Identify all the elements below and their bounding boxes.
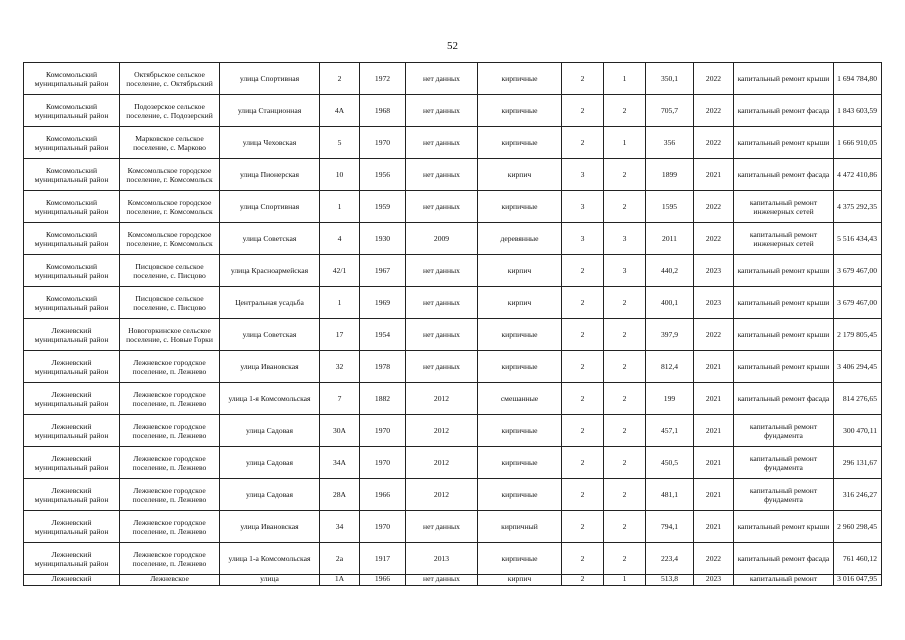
cell-house-number: 10 [320, 159, 360, 191]
cell-street: улица Садовая [220, 447, 320, 479]
cell-entrances: 2 [604, 159, 646, 191]
cell-area: 513,8 [646, 575, 694, 586]
cell-reconstruction-year: нет данных [406, 159, 478, 191]
cell-wall-material: кирпич [478, 159, 562, 191]
cell-settlement: Комсомольское городское поселение, г. Комсомольск [120, 159, 220, 191]
cell-street: улица Садовая [220, 479, 320, 511]
cell-floors: 3 [562, 159, 604, 191]
cell-settlement: Новогоркинское сельское поселение, с. Новые Горки [120, 319, 220, 351]
cell-reconstruction-year: нет данных [406, 511, 478, 543]
cell-street: улица Садовая [220, 415, 320, 447]
cell-reconstruction-year: 2012 [406, 383, 478, 415]
cell-area: 794,1 [646, 511, 694, 543]
cell-house-number: 30А [320, 415, 360, 447]
cell-wall-material: кирпичные [478, 447, 562, 479]
cell-floors: 2 [562, 287, 604, 319]
cell-settlement: Комсомольское городское поселение, г. Комсомольск [120, 191, 220, 223]
cell-street: улица 1-я Комсомольская [220, 383, 320, 415]
cell-entrances: 2 [604, 287, 646, 319]
cell-district: Лежневский муниципальный район [24, 351, 120, 383]
cell-district: Лежневский муниципальный район [24, 511, 120, 543]
cell-district: Комсомольский муниципальный район [24, 63, 120, 95]
cell-district: Лежневский муниципальный район [24, 479, 120, 511]
cell-area: 1595 [646, 191, 694, 223]
cell-house-number: 1 [320, 287, 360, 319]
cell-street: улица Ивановская [220, 351, 320, 383]
table-row [24, 447, 882, 479]
cell-area: 2011 [646, 223, 694, 255]
cell-repair-year: 2021 [694, 511, 734, 543]
cell-floors: 2 [562, 415, 604, 447]
cell-repair-year: 2022 [694, 191, 734, 223]
cell-wall-material: кирпичные [478, 95, 562, 127]
cell-repair-year: 2021 [694, 415, 734, 447]
cell-repair-year: 2022 [694, 95, 734, 127]
cell-repair-year: 2021 [694, 383, 734, 415]
table-row [24, 287, 882, 319]
cell-settlement: Лежневское городское поселение, п. Лежнево [120, 415, 220, 447]
cell-build-year: 1969 [360, 287, 406, 319]
cell-wall-material: кирпичный [478, 511, 562, 543]
cell-entrances: 2 [604, 479, 646, 511]
cell-repair-type: капитальный ремонт инженерных сетей [734, 223, 834, 255]
cell-area: 397,9 [646, 319, 694, 351]
cell-wall-material: смешанные [478, 383, 562, 415]
cell-wall-material: кирпичные [478, 415, 562, 447]
cell-build-year: 1966 [360, 479, 406, 511]
cell-house-number: 7 [320, 383, 360, 415]
cell-cost: 4 375 292,35 [834, 191, 882, 223]
cell-house-number: 28А [320, 479, 360, 511]
cell-build-year: 1978 [360, 351, 406, 383]
cell-wall-material: кирпич [478, 575, 562, 586]
cell-district: Комсомольский муниципальный район [24, 223, 120, 255]
cell-house-number: 5 [320, 127, 360, 159]
page-number: 52 [447, 40, 458, 52]
cell-cost: 5 516 434,43 [834, 223, 882, 255]
cell-area: 1899 [646, 159, 694, 191]
cell-area: 356 [646, 127, 694, 159]
cell-reconstruction-year: нет данных [406, 63, 478, 95]
cell-street: улица Спортивная [220, 191, 320, 223]
cell-repair-year: 2021 [694, 159, 734, 191]
cell-build-year: 1970 [360, 415, 406, 447]
cell-build-year: 1959 [360, 191, 406, 223]
cell-repair-type: капитальный ремонт фундамента [734, 479, 834, 511]
cell-repair-year: 2021 [694, 479, 734, 511]
cell-settlement: Писцовское сельское поселение, с. Писцово [120, 287, 220, 319]
cell-area: 440,2 [646, 255, 694, 287]
cell-entrances: 2 [604, 351, 646, 383]
cell-wall-material: кирпичные [478, 127, 562, 159]
housing-repair-table [23, 62, 882, 586]
cell-floors: 3 [562, 191, 604, 223]
cell-wall-material: кирпичные [478, 319, 562, 351]
cell-settlement: Подозерское сельское поселение, с. Подозерский [120, 95, 220, 127]
cell-house-number: 32 [320, 351, 360, 383]
cell-district: Комсомольский муниципальный район [24, 95, 120, 127]
cell-repair-year: 2022 [694, 127, 734, 159]
cell-house-number: 4А [320, 95, 360, 127]
cell-settlement: Комсомольское городское поселение, г. Комсомольск [120, 223, 220, 255]
cell-repair-type: капитальный ремонт крыши [734, 127, 834, 159]
cell-street: улица Спортивная [220, 63, 320, 95]
cell-reconstruction-year: 2012 [406, 415, 478, 447]
cell-area: 350,1 [646, 63, 694, 95]
cell-cost: 3 016 047,95 [834, 575, 882, 586]
cell-build-year: 1970 [360, 511, 406, 543]
cell-entrances: 2 [604, 447, 646, 479]
cell-entrances: 2 [604, 319, 646, 351]
cell-repair-year: 2022 [694, 223, 734, 255]
cell-wall-material: деревянные [478, 223, 562, 255]
cell-repair-year: 2021 [694, 351, 734, 383]
cell-house-number: 34А [320, 447, 360, 479]
cell-entrances: 1 [604, 575, 646, 586]
cell-repair-type: капитальный ремонт фасада [734, 95, 834, 127]
table-row [24, 511, 882, 543]
cell-district: Комсомольский муниципальный район [24, 127, 120, 159]
cell-district: Лежневский [24, 575, 120, 586]
cell-district: Лежневский муниципальный район [24, 543, 120, 575]
cell-district: Комсомольский муниципальный район [24, 159, 120, 191]
cell-street: улица Советская [220, 319, 320, 351]
cell-build-year: 1954 [360, 319, 406, 351]
cell-area: 199 [646, 383, 694, 415]
cell-repair-year: 2021 [694, 447, 734, 479]
cell-settlement: Октябрьское сельское поселение, с. Октябрьский [120, 63, 220, 95]
cell-settlement: Марковское сельское поселение, с. Марково [120, 127, 220, 159]
table-row [24, 255, 882, 287]
cell-floors: 2 [562, 63, 604, 95]
cell-repair-year: 2023 [694, 255, 734, 287]
cell-cost: 316 246,27 [834, 479, 882, 511]
cell-wall-material: кирпичные [478, 543, 562, 575]
cell-cost: 300 470,11 [834, 415, 882, 447]
cell-settlement: Лежневское городское поселение, п. Лежнево [120, 511, 220, 543]
cell-repair-year: 2023 [694, 575, 734, 586]
cell-reconstruction-year: нет данных [406, 319, 478, 351]
cell-area: 481,1 [646, 479, 694, 511]
table-row [24, 319, 882, 351]
cell-settlement: Лежневское городское поселение, п. Лежнево [120, 543, 220, 575]
table-row [24, 191, 882, 223]
cell-reconstruction-year: нет данных [406, 95, 478, 127]
cell-wall-material: кирпичные [478, 479, 562, 511]
cell-reconstruction-year: нет данных [406, 127, 478, 159]
cell-house-number: 2а [320, 543, 360, 575]
cell-entrances: 2 [604, 415, 646, 447]
cell-floors: 2 [562, 319, 604, 351]
cell-street: улица [220, 575, 320, 586]
cell-reconstruction-year: 2012 [406, 447, 478, 479]
cell-cost: 761 460,12 [834, 543, 882, 575]
cell-build-year: 1967 [360, 255, 406, 287]
cell-street: улица Станционная [220, 95, 320, 127]
cell-repair-year: 2022 [694, 319, 734, 351]
cell-street: улица Пионерская [220, 159, 320, 191]
cell-floors: 2 [562, 95, 604, 127]
cell-street: улица Ивановская [220, 511, 320, 543]
table-row [24, 543, 882, 575]
table-row [24, 383, 882, 415]
cell-area: 705,7 [646, 95, 694, 127]
cell-floors: 2 [562, 511, 604, 543]
cell-house-number: 42/1 [320, 255, 360, 287]
cell-house-number: 1 [320, 191, 360, 223]
cell-floors: 2 [562, 479, 604, 511]
cell-house-number: 4 [320, 223, 360, 255]
cell-reconstruction-year: 2013 [406, 543, 478, 575]
cell-street: улица Красноармейская [220, 255, 320, 287]
cell-floors: 2 [562, 447, 604, 479]
table-row [24, 223, 882, 255]
cell-repair-year: 2022 [694, 63, 734, 95]
cell-floors: 3 [562, 223, 604, 255]
cell-repair-type: капитальный ремонт фасада [734, 383, 834, 415]
cell-street: улица 1-а Комсомольская [220, 543, 320, 575]
cell-build-year: 1882 [360, 383, 406, 415]
cell-cost: 3 406 294,45 [834, 351, 882, 383]
cell-floors: 2 [562, 255, 604, 287]
cell-settlement: Лежневское городское поселение, п. Лежнево [120, 447, 220, 479]
cell-cost: 1 694 784,80 [834, 63, 882, 95]
cell-street: улица Советская [220, 223, 320, 255]
cell-build-year: 1930 [360, 223, 406, 255]
cell-entrances: 3 [604, 223, 646, 255]
cell-reconstruction-year: нет данных [406, 575, 478, 586]
cell-entrances: 2 [604, 383, 646, 415]
cell-wall-material: кирпич [478, 287, 562, 319]
cell-settlement: Лежневское городское поселение, п. Лежнево [120, 479, 220, 511]
cell-reconstruction-year: 2009 [406, 223, 478, 255]
cell-area: 450,5 [646, 447, 694, 479]
cell-settlement: Лежневское [120, 575, 220, 586]
cell-build-year: 1956 [360, 159, 406, 191]
cell-house-number: 17 [320, 319, 360, 351]
cell-floors: 2 [562, 351, 604, 383]
cell-wall-material: кирпич [478, 255, 562, 287]
cell-repair-type: капитальный ремонт крыши [734, 351, 834, 383]
table-row [24, 159, 882, 191]
cell-reconstruction-year: 2012 [406, 479, 478, 511]
table-row [24, 351, 882, 383]
table-row [24, 63, 882, 95]
cell-cost: 1 843 603,59 [834, 95, 882, 127]
cell-repair-year: 2023 [694, 287, 734, 319]
cell-cost: 1 666 910,05 [834, 127, 882, 159]
cell-repair-type: капитальный ремонт крыши [734, 511, 834, 543]
table-row [24, 415, 882, 447]
cell-house-number: 1А [320, 575, 360, 586]
cell-reconstruction-year: нет данных [406, 191, 478, 223]
cell-entrances: 2 [604, 95, 646, 127]
cell-entrances: 3 [604, 255, 646, 287]
cell-house-number: 34 [320, 511, 360, 543]
cell-reconstruction-year: нет данных [406, 287, 478, 319]
cell-cost: 4 472 410,86 [834, 159, 882, 191]
cell-build-year: 1968 [360, 95, 406, 127]
cell-entrances: 2 [604, 511, 646, 543]
cell-settlement: Лежневское городское поселение, п. Лежнево [120, 351, 220, 383]
cell-cost: 3 679 467,00 [834, 255, 882, 287]
cell-build-year: 1970 [360, 127, 406, 159]
cell-entrances: 1 [604, 127, 646, 159]
cell-cost: 3 679 467,00 [834, 287, 882, 319]
table-row [24, 479, 882, 511]
cell-area: 223,4 [646, 543, 694, 575]
cell-cost: 2 179 805,45 [834, 319, 882, 351]
cell-entrances: 2 [604, 543, 646, 575]
cell-floors: 2 [562, 543, 604, 575]
cell-settlement: Лежневское городское поселение, п. Лежнево [120, 383, 220, 415]
cell-area: 400,1 [646, 287, 694, 319]
cell-district: Лежневский муниципальный район [24, 447, 120, 479]
cell-district: Комсомольский муниципальный район [24, 287, 120, 319]
cell-floors: 2 [562, 383, 604, 415]
cell-repair-type: капитальный ремонт крыши [734, 63, 834, 95]
cell-area: 457,1 [646, 415, 694, 447]
cell-repair-type: капитальный ремонт крыши [734, 287, 834, 319]
cell-district: Лежневский муниципальный район [24, 415, 120, 447]
table-row [24, 95, 882, 127]
cell-repair-type: капитальный ремонт фасада [734, 159, 834, 191]
cell-repair-type: капитальный ремонт инженерных сетей [734, 191, 834, 223]
cell-reconstruction-year: нет данных [406, 255, 478, 287]
table-row [24, 127, 882, 159]
cell-wall-material: кирпичные [478, 63, 562, 95]
cell-area: 812,4 [646, 351, 694, 383]
cell-district: Лежневский муниципальный район [24, 383, 120, 415]
cell-street: улица Чеховская [220, 127, 320, 159]
cell-cost: 2 960 298,45 [834, 511, 882, 543]
cell-entrances: 1 [604, 63, 646, 95]
cell-build-year: 1972 [360, 63, 406, 95]
cell-repair-type: капитальный ремонт фасада [734, 543, 834, 575]
cell-repair-type: капитальный ремонт крыши [734, 319, 834, 351]
cell-repair-type: капитальный ремонт фундамента [734, 447, 834, 479]
cell-floors: 2 [562, 575, 604, 586]
table-row [24, 575, 882, 586]
cell-build-year: 1966 [360, 575, 406, 586]
cell-build-year: 1917 [360, 543, 406, 575]
cell-repair-type: капитальный ремонт [734, 575, 834, 586]
cell-house-number: 2 [320, 63, 360, 95]
cell-repair-type: капитальный ремонт фундамента [734, 415, 834, 447]
cell-wall-material: кирпичные [478, 351, 562, 383]
cell-entrances: 2 [604, 191, 646, 223]
cell-build-year: 1970 [360, 447, 406, 479]
cell-floors: 2 [562, 127, 604, 159]
cell-cost: 814 276,65 [834, 383, 882, 415]
cell-district: Комсомольский муниципальный район [24, 255, 120, 287]
cell-district: Комсомольский муниципальный район [24, 191, 120, 223]
cell-district: Лежневский муниципальный район [24, 319, 120, 351]
cell-settlement: Писцовское сельское поселение, с. Писцово [120, 255, 220, 287]
cell-cost: 296 131,67 [834, 447, 882, 479]
cell-street: Центральная усадьба [220, 287, 320, 319]
cell-repair-type: капитальный ремонт крыши [734, 255, 834, 287]
cell-repair-year: 2022 [694, 543, 734, 575]
cell-reconstruction-year: нет данных [406, 351, 478, 383]
cell-wall-material: кирпичные [478, 191, 562, 223]
